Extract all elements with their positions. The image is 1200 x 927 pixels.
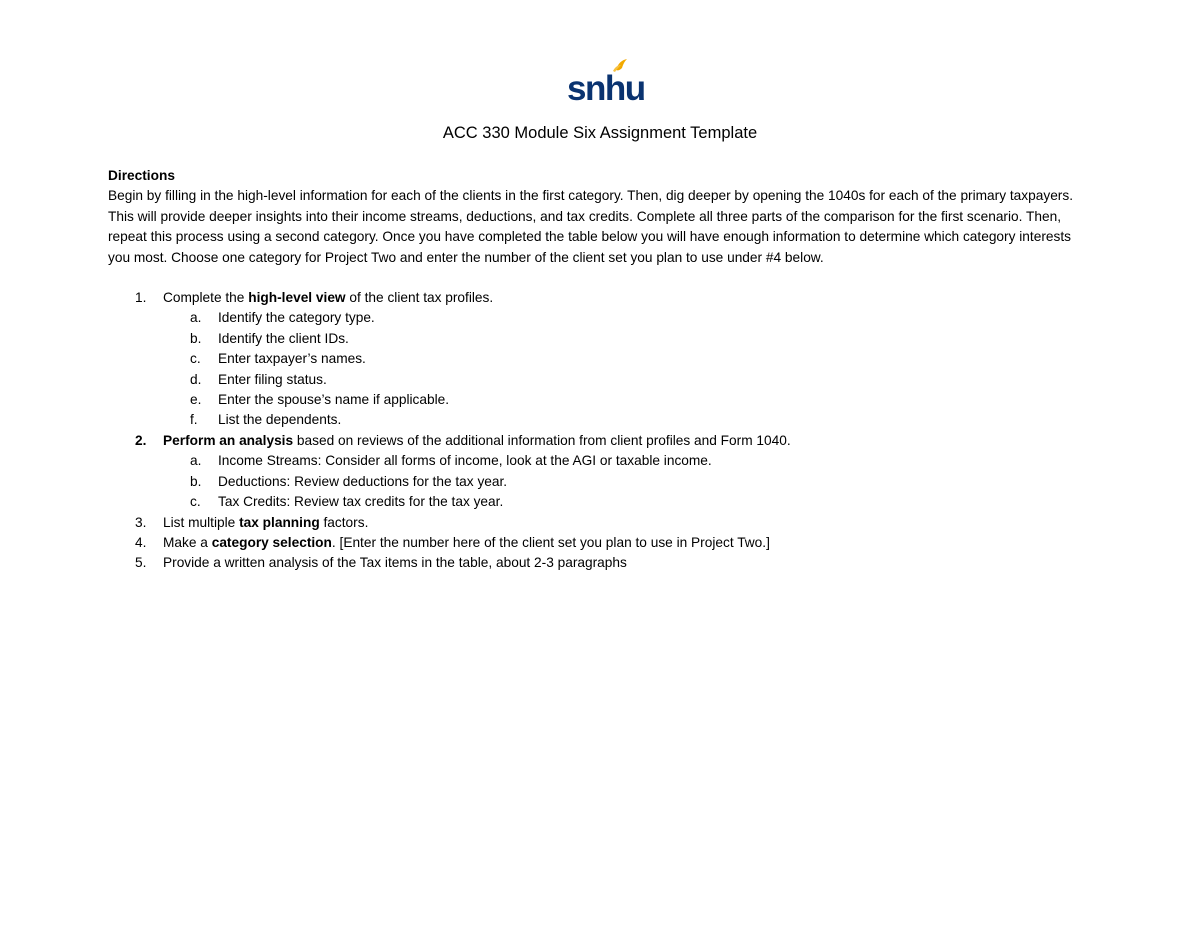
step-text-end: factors.: [319, 514, 369, 530]
step-item: [108, 513, 1088, 533]
steps-list: [108, 288, 1088, 574]
step-emphasis: high-level view: [248, 290, 346, 306]
sub-step-item: [108, 308, 1088, 328]
sub-step-letter: c.: [190, 494, 201, 510]
step-text: Complete the: [163, 290, 249, 306]
sub-step-item: [108, 410, 1088, 430]
sub-step-item: [108, 349, 1088, 369]
sub-step-text: Income Streams: Consider all forms of income, look at the AGI or taxable income.: [218, 453, 712, 469]
sub-step-item: [108, 451, 1088, 471]
step-number: 4.: [135, 534, 147, 550]
sub-step-text: Identify the category type.: [218, 310, 375, 326]
step-number: 2.: [135, 432, 147, 448]
logo-text: snhu: [567, 69, 645, 108]
sub-step-item: [108, 370, 1088, 390]
step-text: Make a: [163, 534, 212, 550]
sub-step-text: List the dependents.: [218, 412, 342, 428]
directions-heading: Directions: [108, 168, 175, 183]
step-number: 1.: [135, 290, 147, 306]
document-title: ACC 330 Module Six Assignment Template: [442, 124, 758, 142]
step-item: [108, 533, 1088, 553]
document-body: [108, 166, 1088, 574]
step-emphasis: Perform an analysis: [163, 432, 294, 448]
sub-step-letter: b.: [190, 330, 202, 346]
sub-step-letter: f.: [190, 412, 198, 428]
sub-step-letter: d.: [190, 371, 202, 387]
sub-step-text: Deductions: Review deductions for the tax year.: [218, 473, 508, 489]
step-text: List multiple: [163, 514, 240, 530]
step-emphasis: category selection: [211, 534, 332, 550]
sub-step-text: Enter taxpayer’s names.: [218, 351, 366, 367]
sub-step-letter: a.: [190, 453, 202, 469]
sub-step-text: Tax Credits: Review tax credits for the tax year.: [218, 494, 504, 510]
snhu-logo: [566, 56, 645, 108]
sub-step-text: Enter the spouse’s name if applicable.: [218, 392, 450, 408]
sub-step-letter: b.: [190, 473, 202, 489]
sub-step-item: [108, 492, 1088, 512]
step-number: 3.: [135, 514, 147, 530]
sub-step-letter: c.: [190, 351, 201, 367]
sub-step-text: Identify the client IDs.: [218, 330, 349, 346]
step-text: Provide a written analysis of the Tax items in the table, about 2-3 paragraphs: [163, 555, 627, 571]
step-text-end: of the client tax profiles.: [345, 290, 494, 306]
sub-step-item: [108, 472, 1088, 492]
sub-step-letter: e.: [190, 392, 202, 408]
step-text-end: based on reviews of the additional information from client profiles and Form 1040.: [293, 432, 791, 448]
step-item: [108, 431, 1088, 451]
step-text-end: . [Enter the number here of the client set you plan to use in Project Two.]: [331, 534, 770, 550]
sub-step-item: [108, 329, 1088, 349]
sub-step-text: Enter filing status.: [218, 371, 327, 387]
sub-step-letter: a.: [190, 310, 202, 326]
step-item: [108, 288, 1088, 308]
sub-step-item: [108, 390, 1088, 410]
step-number: 5.: [135, 555, 147, 571]
step-item: [108, 553, 1088, 573]
step-emphasis: tax planning: [239, 514, 320, 530]
directions-paragraph: Begin by filling in the high-level information for each of the clients in the first category. Then, dig deeper by opening the 1040s for each of the primary taxpayers. This will provide deeper insights into their income streams, deductions, and tax credits. Complete all three parts of the comparison for the first scenario. Then, repeat this process using a second category. Once you have completed the table below you will have enough information to determine which category interests you most. Choose one category for Project Two and enter the number of the client set you plan to use under #4 below.: [108, 188, 1074, 265]
